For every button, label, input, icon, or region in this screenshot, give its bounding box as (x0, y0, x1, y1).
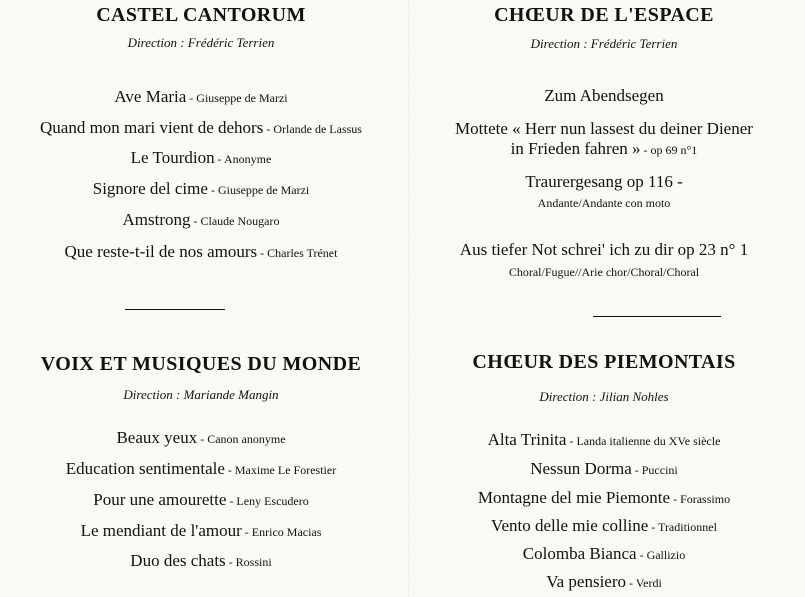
composer-name: - Landa italienne du XVe siècle (566, 434, 721, 448)
piece-title: in Frieden fahren » (510, 139, 641, 158)
piece-title: Le mendiant de l'amour (80, 521, 242, 540)
program-item-line (403, 139, 805, 159)
program-item (0, 87, 402, 107)
movement-list: Andante/Andante con moto (537, 196, 671, 210)
program-item (0, 551, 402, 571)
program-item (403, 516, 805, 536)
piece-title: Colomba Bianca (522, 544, 637, 563)
program-item: Aus tiefer Not schrei' ich zu dir op 23 n° 1 (459, 240, 749, 259)
program-item (403, 459, 805, 479)
choeur-espace-direction: Direction : Frédéric Terrien (530, 36, 678, 51)
program-item (0, 179, 402, 199)
program-item (403, 488, 805, 508)
program-item (403, 430, 805, 450)
program-item (0, 521, 402, 541)
program-item (0, 148, 402, 168)
castel-cantorum-heading: CASTEL CANTORUM (96, 4, 306, 26)
program-item (403, 572, 805, 592)
composer-name: - Enrico Macias (241, 525, 322, 539)
program-item: Traurergesang op 116 - (525, 172, 683, 191)
piece-title: Pour une amourette (93, 490, 227, 509)
composer-name: - Maxime Le Forestier (224, 463, 337, 477)
program-item-line: Mottete « Herr nun lassest du deiner Diener (455, 119, 753, 138)
composer-name: - Forassimo (670, 492, 731, 506)
program-item (403, 544, 805, 564)
program-item (0, 428, 402, 448)
composer-name: - Traditionnel (648, 520, 717, 534)
piece-title: Va pensiero (546, 572, 626, 591)
piece-title: Ave Maria (114, 87, 187, 106)
piece-title: Duo des chats (130, 551, 226, 570)
section-divider (593, 316, 721, 317)
program-item: Zum Abendsegen (544, 86, 664, 105)
castel-cantorum-direction: Direction : Frédéric Terrien (127, 35, 275, 50)
composer-name: - Charles Trénet (257, 246, 338, 260)
composer-name: - Gallizio (636, 548, 686, 562)
composer-name: - Puccini (631, 463, 678, 477)
program-item (0, 210, 402, 230)
piece-title: Nessun Dorma (530, 459, 632, 478)
voix-musiques-heading: VOIX ET MUSIQUES DU MONDE (40, 353, 362, 375)
piece-title: Que reste-t-il de nos amours (64, 242, 258, 261)
composer-name: - Anonyme (214, 152, 272, 166)
program-item (0, 242, 402, 262)
movement-list: Choral/Fugue//Arie chor/Choral/Choral (508, 265, 700, 279)
composer-name: - Leny Escudero (226, 494, 309, 508)
piece-title: Beaux yeux (116, 428, 198, 447)
program-item (0, 490, 402, 510)
composer-name: - Giuseppe de Marzi (207, 183, 310, 197)
composer-name: - Rossini (225, 555, 272, 569)
opus-number: - op 69 n°1 (640, 143, 698, 157)
choeur-espace-heading: CHŒUR DE L'ESPACE (494, 4, 714, 26)
section-divider (125, 309, 225, 310)
composer-name: - Canon anonyme (197, 432, 286, 446)
piece-title: Vento delle mie colline (491, 516, 649, 535)
piece-title: Alta Trinita (487, 430, 567, 449)
choeur-piemontais-heading: CHŒUR DES PIEMONTAIS (472, 351, 736, 373)
composer-name: - Giuseppe de Marzi (186, 91, 288, 105)
composer-name: - Orlande de Lassus (263, 122, 362, 136)
program-item (0, 459, 402, 479)
choeur-piemontais-direction: Direction : Jilian Nohles (539, 389, 669, 404)
piece-title: Montagne del mie Piemonte (477, 488, 671, 507)
composer-name: - Verdi (626, 576, 662, 590)
program-item (0, 118, 402, 138)
composer-name: - Claude Nougaro (190, 214, 280, 228)
piece-title: Le Tourdion (130, 148, 215, 167)
voix-musiques-direction: Direction : Mariande Mangin (123, 387, 279, 402)
piece-title: Quand mon mari vient de dehors (40, 118, 264, 137)
piece-title: Education sentimentale (65, 459, 225, 478)
piece-title: Signore del cime (92, 179, 208, 198)
piece-title: Amstrong (122, 210, 191, 229)
